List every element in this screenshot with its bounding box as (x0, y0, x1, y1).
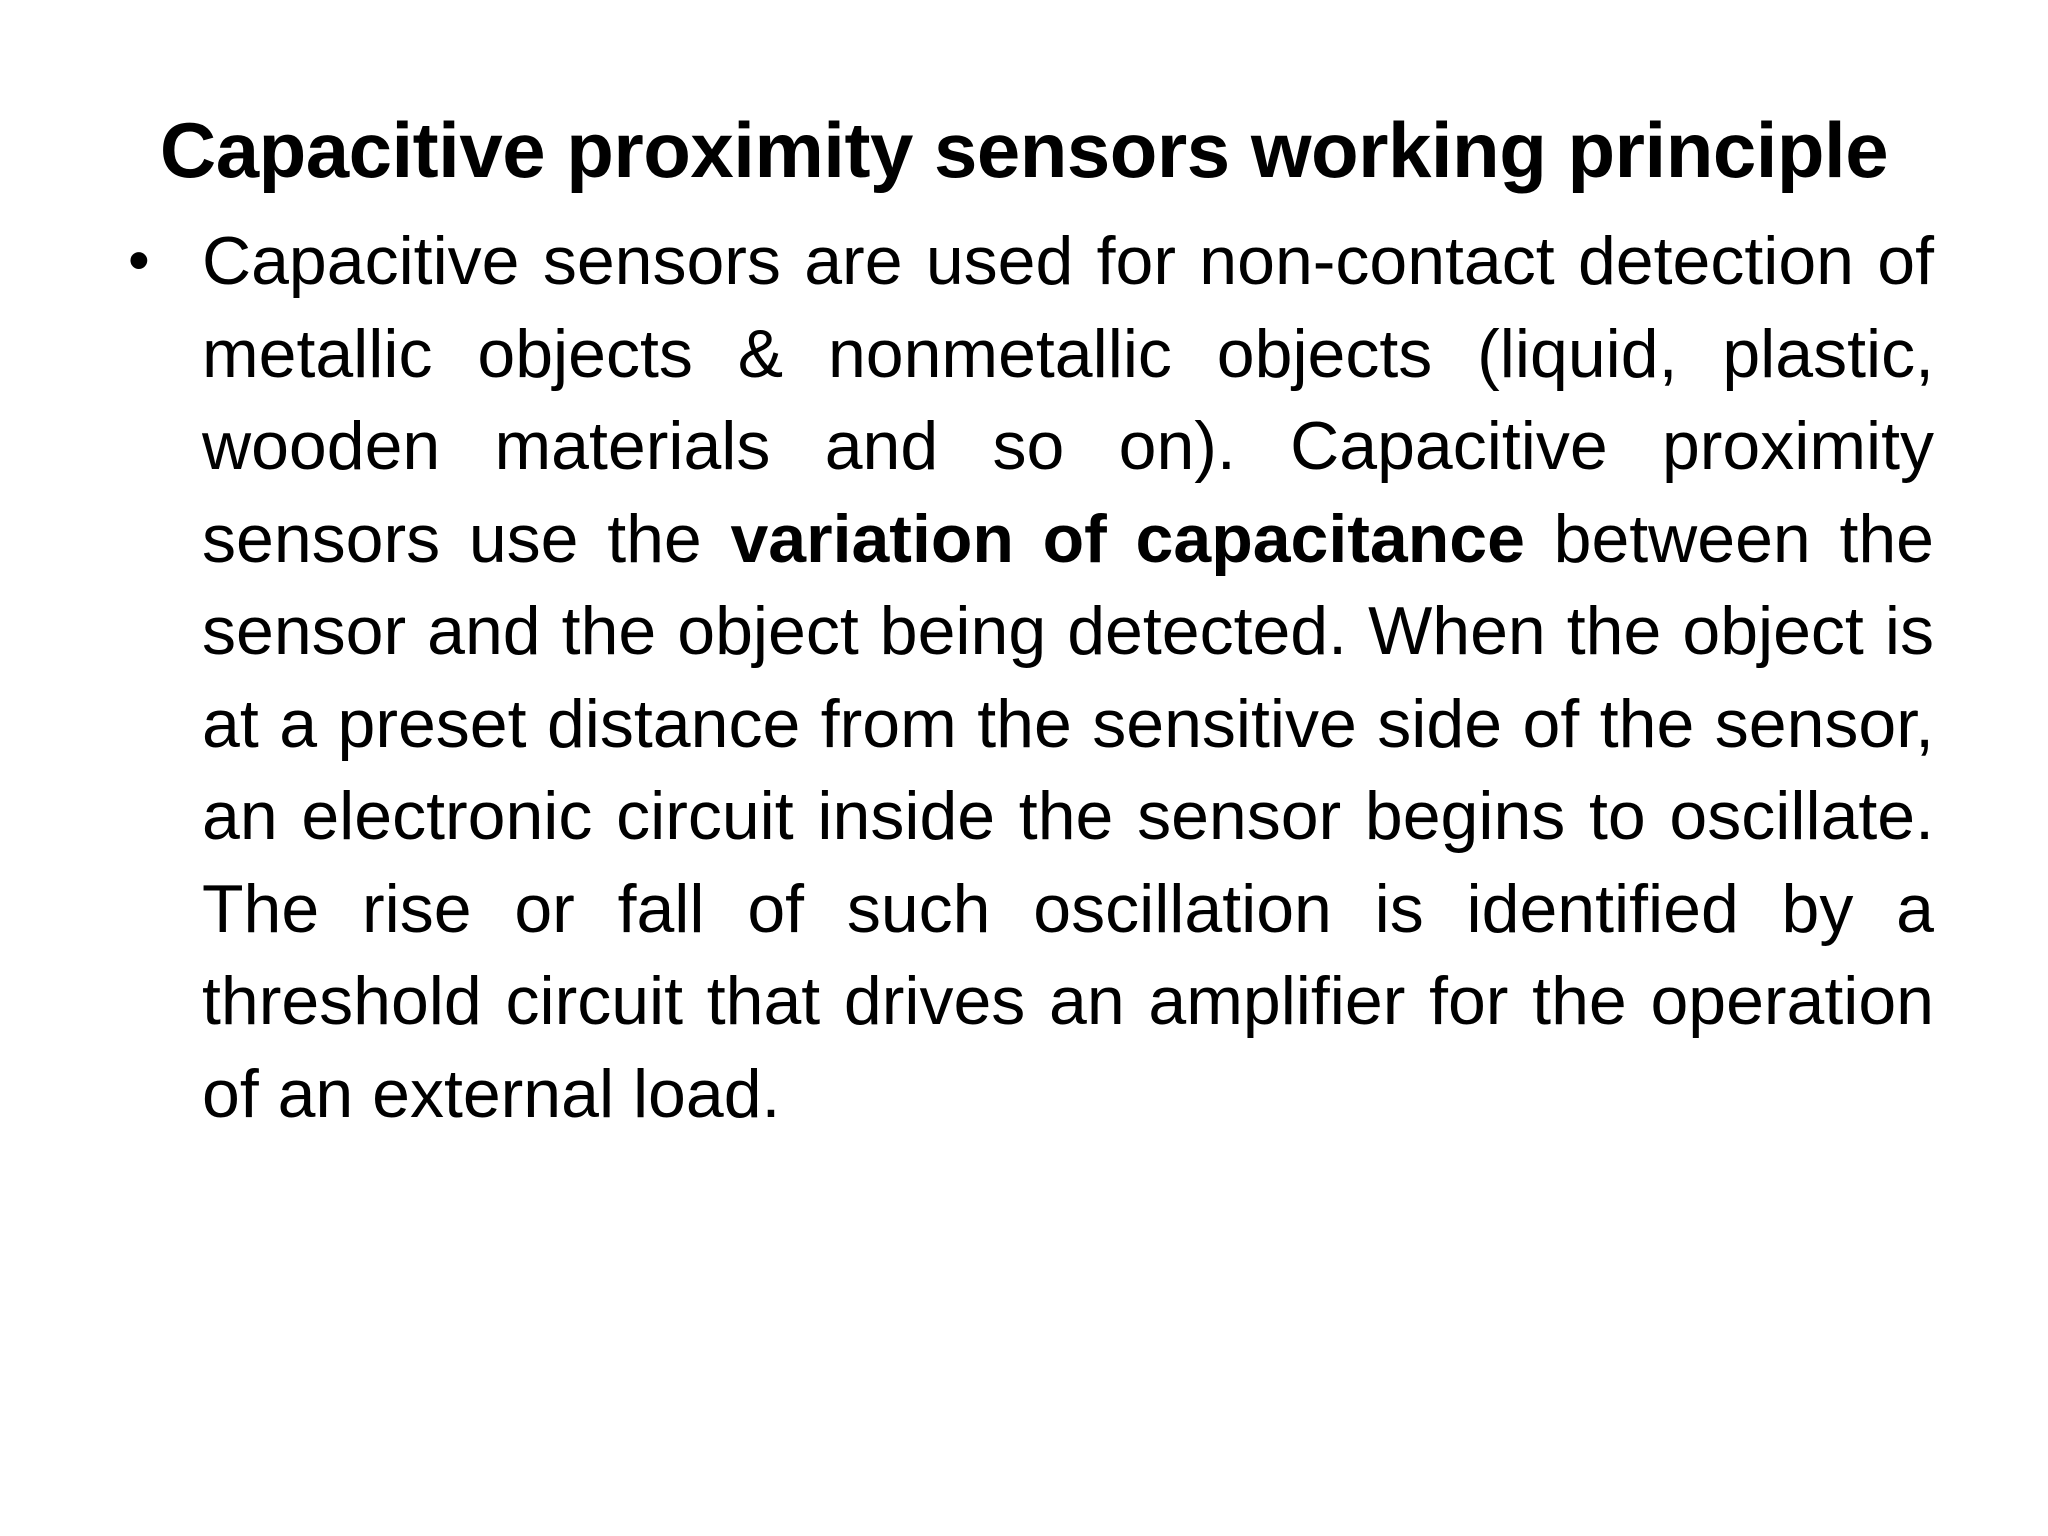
bullet-text-start: Capacitive sensors are used for non-contact detection of metallic objects & nonmetallic objects (liquid, plastic, wooden materials and so on). Capacitive proximity sensors use the (202, 223, 1934, 577)
bullet-item (120, 215, 1940, 1140)
bullet-marker: • (128, 226, 150, 295)
slide-title: Capacitive proximity sensors working principle (159, 106, 1889, 194)
bullet-text-end: between the sensor and the object being detected. When the object is at a preset distance from the sensitive side of the sensor, an electronic circuit inside the sensor begins to oscillate. The rise or fall of such oscillation is identified by a threshold circuit that drives an amplifier for the operation of an external load. (202, 500, 1934, 1132)
bullet-text-emphasis: variation of capacitance (730, 500, 1525, 577)
bullet-paragraph (202, 215, 1934, 1140)
slide-content (120, 215, 1940, 1140)
